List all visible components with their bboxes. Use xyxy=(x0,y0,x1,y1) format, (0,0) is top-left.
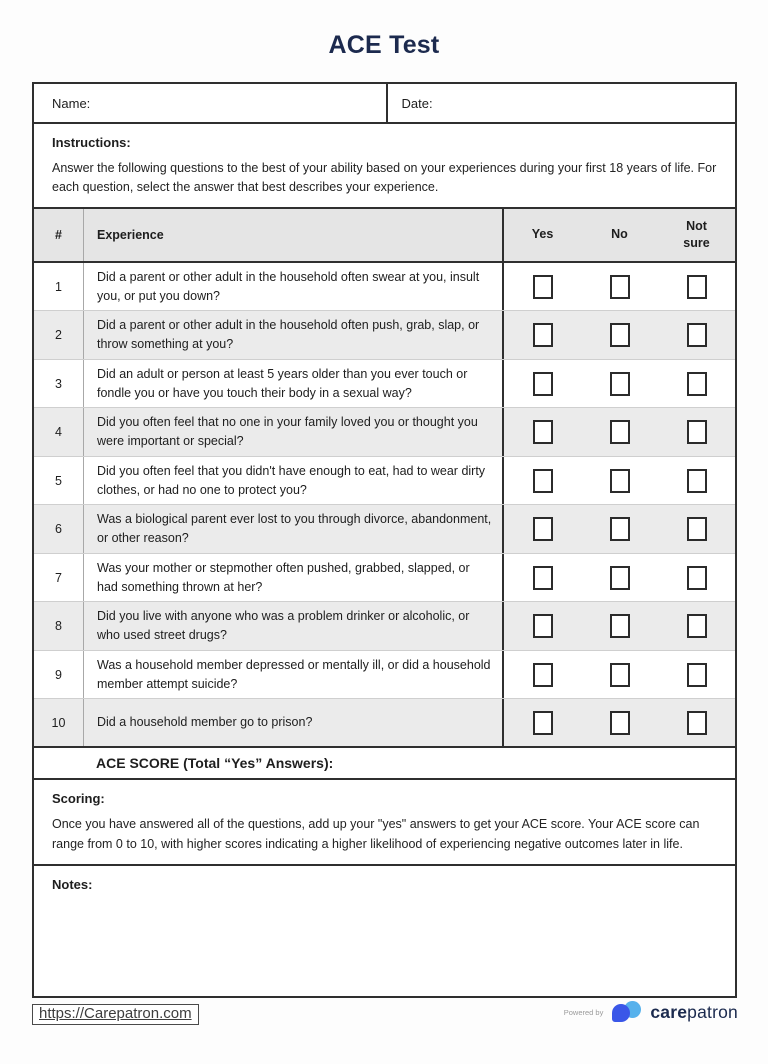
question-row xyxy=(34,554,735,603)
question-number: 1 xyxy=(34,263,84,311)
experience-column-header: Experience xyxy=(97,227,164,242)
question-number: 9 xyxy=(34,651,84,699)
yes-checkbox[interactable] xyxy=(533,517,553,541)
not-sure-checkbox[interactable] xyxy=(687,275,707,299)
yes-checkbox[interactable] xyxy=(533,711,553,735)
name-date-row xyxy=(34,84,735,124)
question-number: 4 xyxy=(34,408,84,456)
no-checkbox[interactable] xyxy=(610,372,630,396)
no-cell xyxy=(581,651,658,699)
yes-checkbox[interactable] xyxy=(533,469,553,493)
yes-cell xyxy=(504,408,581,456)
question-number: 6 xyxy=(34,505,84,553)
not-sure-checkbox[interactable] xyxy=(687,469,707,493)
question-text: Did you often feel that no one in your family loved you or thought you were important or special? xyxy=(97,415,478,448)
notes-field[interactable] xyxy=(34,864,735,996)
no-checkbox[interactable] xyxy=(610,663,630,687)
question-text: Did a household member go to prison? xyxy=(97,715,313,730)
no-cell xyxy=(581,408,658,456)
no-checkbox[interactable] xyxy=(610,566,630,590)
yes-checkbox[interactable] xyxy=(533,614,553,638)
no-checkbox[interactable] xyxy=(610,711,630,735)
not-sure-cell xyxy=(658,651,735,699)
no-checkbox[interactable] xyxy=(610,517,630,541)
yes-column-header: Yes xyxy=(531,227,554,242)
scoring-text: Once you have answered all of the questions, add up your "yes" answers to get your ACE score. Your ACE score can range from 0 to 10, with higher scores indicating a higher likelihood of experiencing negative outcomes later in life. xyxy=(52,817,700,851)
yes-checkbox[interactable] xyxy=(533,372,553,396)
yes-cell xyxy=(504,699,581,746)
name-label: Name: xyxy=(52,95,91,111)
question-number: 7 xyxy=(34,554,84,602)
not-sure-checkbox[interactable] xyxy=(687,372,707,396)
answer-cells xyxy=(502,311,735,359)
not-sure-cell xyxy=(658,554,735,602)
question-text: Was a household member depressed or mentally ill, or did a household member attempt suicide? xyxy=(97,657,491,691)
yes-cell xyxy=(504,554,581,602)
date-label: Date: xyxy=(401,95,433,111)
answer-cells xyxy=(502,408,735,456)
question-number: 2 xyxy=(34,311,84,359)
no-cell xyxy=(581,311,658,359)
question-row xyxy=(34,311,735,360)
yes-cell xyxy=(504,651,581,699)
no-cell xyxy=(581,263,658,311)
question-number: 8 xyxy=(34,602,84,650)
name-field[interactable] xyxy=(34,84,386,122)
question-row xyxy=(34,505,735,554)
notes-label: Notes: xyxy=(52,877,93,893)
answer-cells xyxy=(502,554,735,602)
questions-body xyxy=(34,263,735,747)
ace-form xyxy=(32,82,737,998)
questions-table xyxy=(34,209,735,747)
answer-cells xyxy=(502,699,735,746)
not-sure-checkbox[interactable] xyxy=(687,420,707,444)
scoring-heading: Scoring: xyxy=(52,791,105,807)
no-checkbox[interactable] xyxy=(610,614,630,638)
answer-cells xyxy=(502,602,735,650)
question-text: Was a biological parent ever lost to you through divorce, abandonment, or other reason? xyxy=(97,512,492,545)
question-number: 5 xyxy=(34,457,84,505)
question-row xyxy=(34,651,735,700)
answer-cells xyxy=(502,651,735,699)
question-text: Was your mother or stepmother often pushed, grabbed, slapped, or had something thrown at her? xyxy=(97,560,470,594)
no-cell xyxy=(581,699,658,746)
not-sure-checkbox[interactable] xyxy=(687,566,707,590)
yes-cell xyxy=(504,505,581,553)
no-cell xyxy=(581,457,658,505)
no-checkbox[interactable] xyxy=(610,323,630,347)
answer-cells xyxy=(502,505,735,553)
question-row xyxy=(34,263,735,312)
question-text: Did you often feel that you didn't have enough to eat, had to wear dirty clothes, or had no one to protect you? xyxy=(97,463,486,497)
answer-cells xyxy=(502,263,735,311)
not-sure-checkbox[interactable] xyxy=(687,711,707,735)
not-sure-cell xyxy=(658,602,735,650)
yes-checkbox[interactable] xyxy=(533,275,553,299)
page-title: ACE Test xyxy=(328,31,440,59)
yes-checkbox[interactable] xyxy=(533,663,553,687)
question-text: Did a parent or other adult in the household often swear at you, insult you, or put you down? xyxy=(97,269,480,303)
not-sure-checkbox[interactable] xyxy=(687,323,707,347)
carepatron-wordmark: carepatron xyxy=(650,1002,738,1022)
no-checkbox[interactable] xyxy=(610,469,630,493)
yes-checkbox[interactable] xyxy=(533,323,553,347)
instructions-text: Answer the following questions to the best of your ability based on your experiences during your first 18 years of life. For each question, select the answer that best describes your experience. xyxy=(52,161,717,195)
answer-columns-header xyxy=(502,209,735,261)
question-row xyxy=(34,457,735,506)
yes-cell xyxy=(504,457,581,505)
not-sure-cell xyxy=(658,263,735,311)
not-sure-cell xyxy=(658,311,735,359)
no-checkbox[interactable] xyxy=(610,420,630,444)
no-cell xyxy=(581,554,658,602)
questions-header-row xyxy=(34,209,735,263)
question-number: 3 xyxy=(34,360,84,408)
no-cell xyxy=(581,360,658,408)
number-column-header: # xyxy=(34,209,84,261)
no-cell xyxy=(581,602,658,650)
not-sure-column-header: Not sure xyxy=(683,218,710,250)
scoring-section xyxy=(34,780,735,864)
not-sure-cell xyxy=(658,360,735,408)
question-text: Did an adult or person at least 5 years older than you ever touch or fondle you or have you touch their body in a sexual way? xyxy=(97,366,468,400)
question-row xyxy=(34,360,735,409)
not-sure-cell xyxy=(658,505,735,553)
yes-checkbox[interactable] xyxy=(533,566,553,590)
not-sure-checkbox[interactable] xyxy=(687,663,707,687)
yes-cell xyxy=(504,311,581,359)
no-checkbox[interactable] xyxy=(610,275,630,299)
question-row xyxy=(34,699,735,746)
question-text: Did a parent or other adult in the household often push, grab, slap, or throw something at you? xyxy=(97,318,480,351)
powered-by-block xyxy=(564,1000,738,1025)
yes-cell xyxy=(504,263,581,311)
no-column-header: No xyxy=(611,227,628,242)
not-sure-checkbox[interactable] xyxy=(687,614,707,638)
ace-score-row[interactable] xyxy=(34,746,735,780)
yes-cell xyxy=(504,360,581,408)
not-sure-cell xyxy=(658,699,735,746)
powered-by-label: Powered by xyxy=(563,1008,604,1017)
carepatron-logo-icon xyxy=(612,1000,641,1025)
answer-cells xyxy=(502,457,735,505)
answer-cells xyxy=(502,360,735,408)
not-sure-cell xyxy=(658,457,735,505)
ace-score-label: ACE SCORE (Total “Yes” Answers): xyxy=(96,755,334,772)
carepatron-link[interactable]: https://Carepatron.com xyxy=(32,1004,199,1025)
no-cell xyxy=(581,505,658,553)
question-row xyxy=(34,408,735,457)
yes-cell xyxy=(504,602,581,650)
question-number: 10 xyxy=(34,699,84,746)
instructions-heading: Instructions: xyxy=(52,135,131,150)
not-sure-cell xyxy=(658,408,735,456)
yes-checkbox[interactable] xyxy=(533,420,553,444)
question-text: Did you live with anyone who was a problem drinker or alcoholic, or who used street drugs? xyxy=(97,609,470,642)
question-row xyxy=(34,602,735,651)
date-field[interactable] xyxy=(386,84,736,122)
not-sure-checkbox[interactable] xyxy=(687,517,707,541)
instructions-section xyxy=(34,124,735,209)
